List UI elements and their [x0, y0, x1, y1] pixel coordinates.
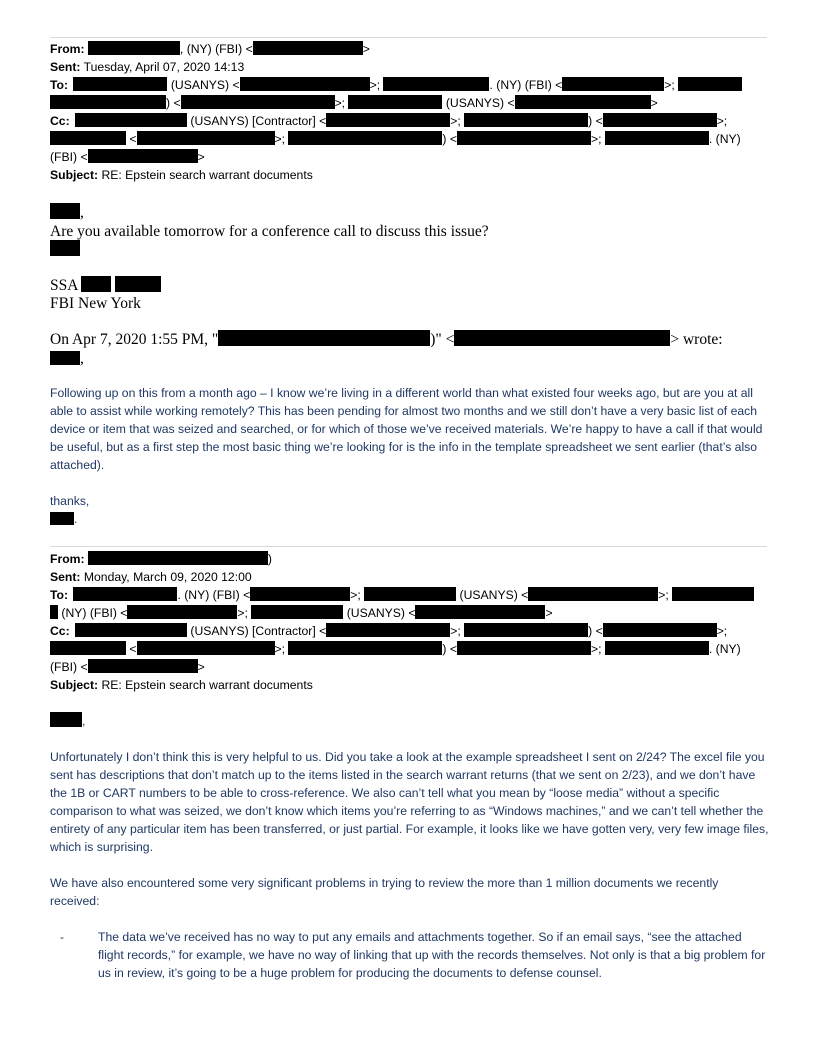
cc-text: >; — [274, 132, 286, 146]
quote-greeting — [50, 349, 770, 368]
cc-text: < — [129, 132, 137, 146]
sig-title: SSA — [50, 277, 78, 294]
email1-sign-initials — [50, 240, 770, 259]
quote-text: > wrote: — [670, 331, 723, 348]
email1-paragraph — [50, 384, 770, 474]
from-label: From: — [50, 552, 85, 566]
sent-value: Monday, March 09, 2020 12:00 — [83, 570, 252, 584]
redaction — [603, 623, 717, 637]
redaction — [137, 131, 275, 145]
redaction — [218, 330, 430, 346]
to-text: >; — [369, 78, 381, 92]
to-text: >; — [350, 588, 361, 602]
email1-thanks: thanks, — [50, 494, 90, 508]
cc-text: ) < — [588, 624, 603, 638]
to-text: >; — [237, 606, 248, 620]
redaction — [137, 641, 275, 655]
subject-value: RE: Epstein search warrant documents — [101, 678, 313, 692]
email1-to-line-2 — [50, 94, 770, 112]
to-text: >; — [658, 588, 669, 602]
redaction — [383, 77, 489, 91]
redaction — [50, 351, 80, 365]
redaction — [50, 95, 166, 109]
redaction — [50, 712, 82, 727]
email2-cc-line-3 — [50, 658, 770, 676]
subject-value: RE: Epstein search warrant documents — [101, 168, 313, 182]
redaction — [415, 605, 545, 619]
redaction — [50, 605, 58, 619]
redaction — [562, 77, 664, 91]
to-text: > — [545, 606, 553, 620]
header-divider — [50, 37, 767, 38]
email2-from-line — [50, 550, 770, 568]
sig-period: . — [74, 512, 78, 526]
quote-text: )" < — [430, 331, 455, 348]
to-text: > — [650, 96, 658, 110]
email1-greeting — [50, 203, 770, 222]
from-bracket: ) — [267, 552, 272, 566]
redaction — [50, 240, 80, 256]
redaction — [678, 77, 742, 91]
redaction — [50, 512, 74, 525]
signature-office: FBI New York — [50, 295, 141, 312]
to-text: >; — [664, 78, 675, 92]
redaction — [50, 203, 80, 219]
sent-label: Sent: — [50, 570, 81, 584]
cc-text: (USANYS) [Contractor] < — [190, 114, 327, 128]
redaction — [605, 641, 709, 655]
to-text: ) < — [166, 96, 181, 110]
redaction — [115, 276, 161, 292]
email1-cc-line-1 — [50, 112, 770, 130]
email2-greeting — [50, 712, 770, 730]
sent-value: Tuesday, April 07, 2020 14:13 — [83, 60, 245, 74]
cc-text: (FBI) < — [50, 660, 88, 674]
email2-to-line-2 — [50, 604, 770, 622]
quote-header — [50, 330, 770, 349]
email1-subject-line — [50, 166, 770, 184]
to-text: (USANYS) < — [445, 96, 515, 110]
redaction — [88, 551, 268, 565]
cc-text: >; — [590, 642, 602, 656]
cc-text: . (NY) — [708, 642, 741, 656]
to-text: (USANYS) < — [459, 588, 529, 602]
greeting-comma: , — [82, 714, 86, 728]
redaction — [127, 605, 237, 619]
email1-to-line-1 — [50, 76, 770, 94]
redaction — [528, 587, 658, 601]
redaction — [81, 276, 111, 292]
email1-cc-line-2 — [50, 130, 770, 148]
cc-text: >; — [450, 114, 461, 128]
to-text: (USANYS) < — [346, 606, 416, 620]
redaction — [364, 587, 456, 601]
bullet-text: The data we’ve received has no way to put any emails and attachments together. So if an email says, “see the attached flight records,” for example, we have no way of linking that up with the records themselves. Not only is that a big problem for us in review, it’s going to be a huge problem for producing the documents to defense counsel. — [98, 930, 766, 980]
redaction — [605, 131, 709, 145]
redaction — [251, 605, 343, 619]
cc-text: >; — [274, 642, 286, 656]
body-paragraph: We have also encountered some very significant problems in trying to review the more than 1 million documents we recently received: — [50, 876, 719, 908]
email2-subject-line — [50, 676, 770, 694]
sent-label: Sent: — [50, 60, 81, 74]
cc-text: ) < — [442, 132, 457, 146]
bullet-dash: - — [60, 930, 65, 944]
cc-text: . (NY) — [708, 132, 741, 146]
signature-name — [50, 276, 770, 295]
redaction — [672, 587, 754, 601]
cc-text: >; — [716, 624, 728, 638]
email1-sent-line — [50, 58, 770, 76]
redaction — [240, 77, 370, 91]
redaction — [73, 587, 177, 601]
redaction — [288, 131, 442, 145]
body-paragraph: Following up on this from a month ago – I know we’re living in a different world than what existed four weeks ago, but are you at all able to assist while working remotely? This has been pending for almost two months and we still don’t have a very basic list of each device or item that was seized and searched, or for which of those we’ve received materials. We’re happy to have a call if that would be useful, but as a first step the most basic thing we’re looking for is the info in the template spreadsheet we sent earlier (that’s also attached). — [50, 386, 763, 472]
from-affiliation: , (NY) (FBI) < — [179, 42, 253, 56]
redaction — [464, 623, 588, 637]
email1-from-line — [50, 40, 770, 58]
redaction — [603, 113, 717, 127]
header-divider — [50, 546, 767, 547]
to-text: (USANYS) < — [170, 78, 240, 92]
redaction — [250, 587, 350, 601]
greeting-comma: , — [80, 204, 84, 221]
cc-text: >; — [590, 132, 602, 146]
cc-text: < — [129, 642, 137, 656]
from-label: From: — [50, 42, 85, 56]
cc-text: ) < — [588, 114, 603, 128]
redaction — [464, 113, 588, 127]
subject-label: Subject: — [50, 678, 99, 692]
redaction — [88, 659, 198, 673]
to-text: (NY) (FBI) < — [61, 606, 128, 620]
redaction — [253, 41, 363, 55]
to-text: . (NY) (FBI) < — [489, 78, 563, 92]
cc-text: >; — [450, 624, 461, 638]
cc-label: Cc: — [50, 114, 70, 128]
to-label: To: — [50, 588, 69, 602]
email1-thanks-sig — [50, 510, 770, 528]
redaction — [181, 95, 335, 109]
cc-text: >; — [716, 114, 728, 128]
redaction — [326, 113, 450, 127]
email2-cc-line-2 — [50, 640, 770, 658]
cc-text: (FBI) < — [50, 150, 88, 164]
quote-text: On Apr 7, 2020 1:55 PM, " — [50, 331, 219, 348]
redaction — [457, 131, 591, 145]
email2-paragraph-2 — [50, 874, 770, 910]
redaction — [73, 77, 167, 91]
redaction — [88, 149, 198, 163]
cc-text: ) < — [442, 642, 457, 656]
email2-cc-line-1 — [50, 622, 770, 640]
redaction — [88, 41, 180, 55]
redaction — [288, 641, 442, 655]
to-text: >; — [334, 96, 346, 110]
greeting-comma: , — [80, 350, 84, 367]
body-paragraph: Unfortunately I don’t think this is very helpful to us. Did you take a look at the example spreadsheet I sent on 2/24? The excel file you sent has descriptions that don’t match up to the items listed in the search warrant returns (that we sent on 2/23), and we don’t have the 1B or CART numbers to be able to cross-reference. We also can’t tell what you mean by “loose media” without a specific comparison to what was seized, we don’t know which items you’re referring to as “Windows machines,” and we can’t tell whether the entirety of any particular item has been transferred, or just partial. For example, it looks like we have gotten very, very few image files, which is surprising. — [50, 750, 769, 854]
cc-text: (USANYS) [Contractor] < — [190, 624, 327, 638]
email2-to-line-1 — [50, 586, 770, 604]
from-bracket: > — [362, 42, 370, 56]
redaction — [50, 131, 126, 145]
email1-question: Are you available tomorrow for a conference call to discuss this issue? — [50, 223, 489, 240]
redaction — [457, 641, 591, 655]
email2-sent-line — [50, 568, 770, 586]
to-text: . (NY) (FBI) < — [177, 588, 251, 602]
redaction — [348, 95, 442, 109]
cc-label: Cc: — [50, 624, 70, 638]
to-label: To: — [50, 78, 69, 92]
redaction — [75, 623, 187, 637]
redaction — [326, 623, 450, 637]
email2-paragraph-1 — [50, 748, 770, 856]
subject-label: Subject: — [50, 168, 99, 182]
redaction — [515, 95, 651, 109]
cc-text: > — [197, 660, 205, 674]
cc-text: > — [197, 150, 205, 164]
redaction — [50, 641, 126, 655]
email1-cc-line-3 — [50, 148, 770, 166]
redaction — [454, 330, 670, 346]
redaction — [75, 113, 187, 127]
